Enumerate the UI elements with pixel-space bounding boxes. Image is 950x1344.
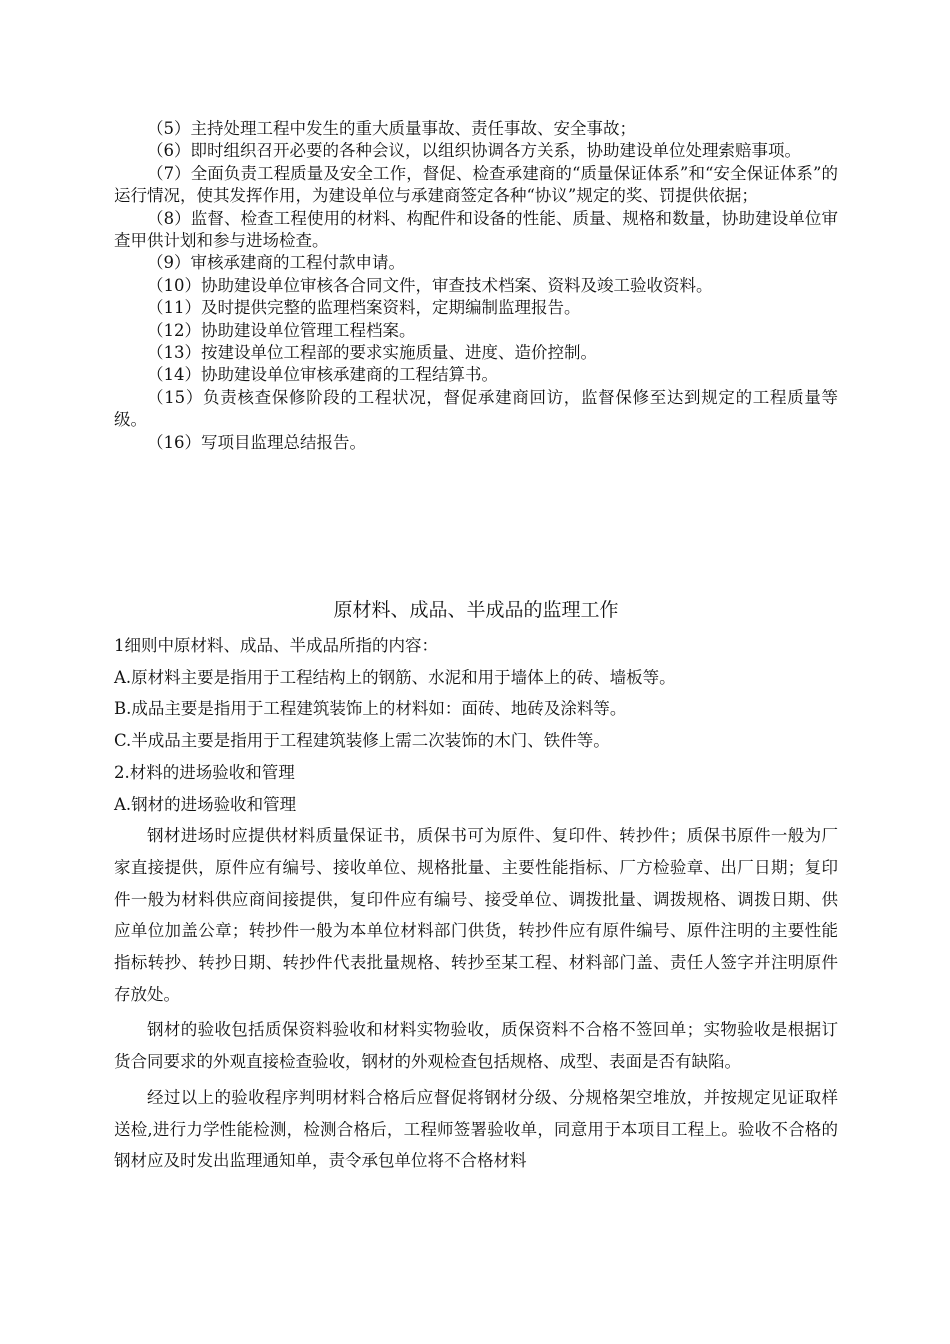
item-2a-heading: A.钢材的进场验收和管理	[114, 794, 297, 814]
duty-item-14: （14）协助建设单位审核承建商的工程结算书。	[147, 365, 498, 385]
duty-item-12: （12）协助建设单位管理工程档案。	[147, 320, 416, 340]
item-1b: B.成品主要是指用于工程建筑装饰上的材料如：面砖、地砖及涂料等。	[114, 699, 627, 719]
duty-item-13: （13）按建设单位工程部的要求实施质量、进度、造价控制。	[147, 343, 597, 363]
duty-item-11: （11）及时提供完整的监理档案资料，定期编制监理报告。	[147, 298, 581, 318]
duty-item-6: （6）即时组织召开必要的各种会议，以组织协调各方关系，协助建设单位处理索赔事项。	[147, 141, 801, 161]
item-1-heading: 1细则中原材料、成品、半成品所指的内容：	[114, 636, 438, 655]
section-title: 原材料、成品、半成品的监理工作	[333, 599, 619, 621]
item-1c: C.半成品主要是指用于工程建筑装修上需二次装饰的木门、铁件等。	[114, 731, 610, 751]
duty-item-10: （10）协助建设单位审核各合同文件，审查技术档案、资料及竣工验收资料。	[147, 275, 713, 295]
steel-inspection-paragraph: 钢材的验收包括质保资料验收和材料实物验收，质保资料不合格不签回单；实物验收是根据订货合同要求的外观直接检查验收，钢材的外观检查包括规格、成型、表面是否有缺陷。	[114, 1020, 838, 1072]
duty-item-16: （16）写项目监理总结报告。	[147, 432, 366, 452]
duty-item-5: （5）主持处理工程中发生的重大质量事故、责任事故、安全事故；	[147, 119, 636, 138]
duty-list	[114, 118, 838, 454]
section-body	[114, 630, 838, 1177]
duty-item-9: （9）审核承建商的工程付款申请。	[147, 253, 405, 273]
item-1a: A.原材料主要是指用于工程结构上的钢筋、水泥和用于墙体上的砖、墙板等。	[114, 667, 676, 687]
duty-item-15: （15）负责核查保修阶段的工程状况，督促承建商回访，监督保修至达到规定的工程质量等级。	[114, 387, 838, 430]
steel-storage-paragraph: 经过以上的验收程序判明材料合格后应督促将钢材分级、分规格架空堆放，并按规定见证取样送检,进行力学性能检测，检测合格后，工程师签署验收单，同意用于本项目工程上。验收不合格的钢材应及时发出监理通知单，责令承包单位将不合格材料	[114, 1087, 838, 1171]
duty-item-7: （7）全面负责工程质量及安全工作，督促、检查承建商的“质量保证体系”和“安全保证体系”的运行情况，使其发挥作用，为建设单位与承建商签定各种“协议”规定的奖、罚提供依据；	[114, 163, 838, 206]
steel-acceptance-paragraph: 钢材进场时应提供材料质量保证书，质保书可为原件、复印件、转抄件；质保书原件一般为厂家直接提供，原件应有编号、接收单位、规格批量、主要性能指标、厂方检验章、出厂日期；复印件一般为材料供应商间接提供，复印件应有编号、接受单位、调拨批量、调拨规格、调拨日期、供应单位加盖公章；转抄件一般为本单位材料部门供货，转抄件应有原件编号、原件注明的主要性能指标转抄、转抄日期、转抄件代表批量规格、转抄至某工程、材料部门盖、责任人签字并注明原件存放处。	[114, 826, 838, 1004]
item-2-heading: 2.材料的进场验收和管理	[114, 762, 295, 782]
duty-item-8: （8）监督、检查工程使用的材料、构配件和设备的性能、质量、规格和数量，协助建设单位审查甲供计划和参与进场检查。	[114, 208, 838, 251]
